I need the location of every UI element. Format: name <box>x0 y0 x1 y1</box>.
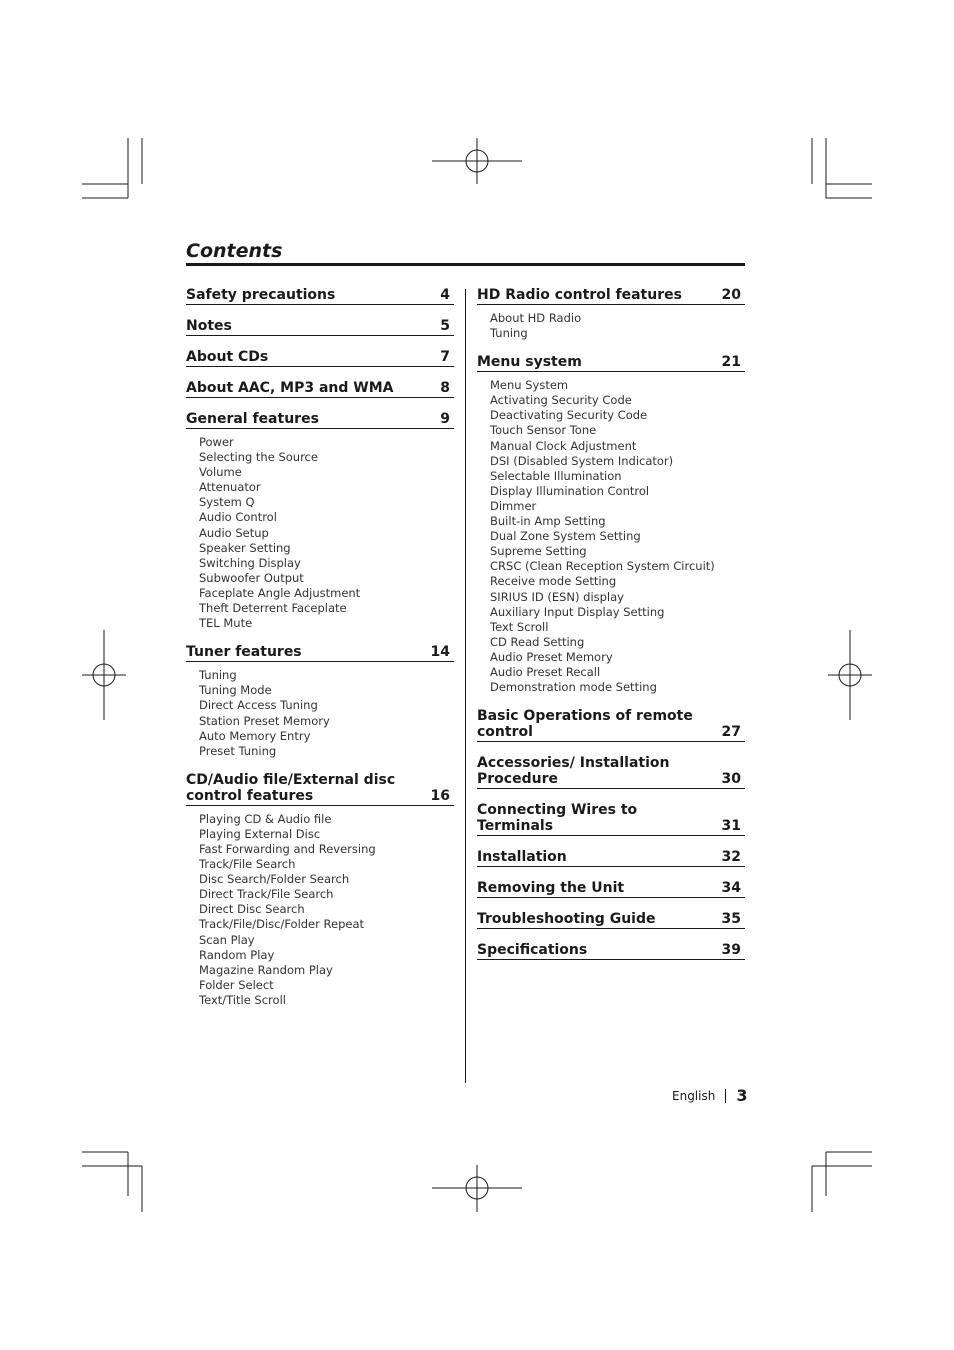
toc-subitem[interactable]: Demonstration mode Setting <box>490 680 657 695</box>
toc-subitem[interactable]: Text Scroll <box>490 619 549 634</box>
toc-section-page: 31 <box>721 818 741 835</box>
toc-section[interactable] <box>477 354 745 372</box>
toc-subitem[interactable]: Folder Select <box>199 977 274 992</box>
toc-section-page: 34 <box>721 880 741 897</box>
toc-section[interactable] <box>477 880 745 898</box>
toc-subitem[interactable]: Display Illumination Control <box>490 483 650 498</box>
toc-subitem[interactable]: Station Preset Memory <box>199 713 330 728</box>
toc-subitems <box>186 806 454 1008</box>
toc-subitem[interactable]: Direct Track/File Search <box>199 887 334 902</box>
toc-subitem[interactable]: About HD Radio <box>490 311 582 325</box>
toc-subitem[interactable]: Supreme Setting <box>490 544 587 559</box>
toc-subitem[interactable]: Magazine Random Play <box>199 962 333 977</box>
toc-subitems <box>186 429 454 631</box>
toc-section-title: Tuner features <box>186 644 302 661</box>
toc-section[interactable] <box>477 802 745 836</box>
toc-subitem[interactable]: TEL Mute <box>199 616 253 631</box>
page-title: Contents <box>186 240 745 266</box>
toc-section[interactable] <box>477 755 745 789</box>
toc-section-page: 27 <box>721 724 741 741</box>
toc-section[interactable] <box>477 849 745 867</box>
toc-subitem[interactable]: Power <box>199 435 234 449</box>
toc-section[interactable] <box>186 380 454 398</box>
toc-section-page: 21 <box>721 354 741 371</box>
toc-section-page: 16 <box>430 787 450 804</box>
toc-section[interactable] <box>186 287 454 305</box>
toc-subitem[interactable]: Selecting the Source <box>199 450 318 465</box>
toc-subitem[interactable]: Track/File Search <box>199 857 296 872</box>
toc-subitem[interactable]: Audio Preset Memory <box>490 649 613 664</box>
toc-subitem[interactable]: Volume <box>199 465 242 480</box>
toc-subitem[interactable]: Track/File/Disc/Folder Repeat <box>199 917 364 932</box>
toc-right-column <box>477 287 745 973</box>
toc-section-page: 4 <box>440 287 450 303</box>
column-divider <box>465 289 466 1083</box>
toc-subitem[interactable]: Tuning <box>490 326 528 341</box>
toc-subitem[interactable]: Direct Disc Search <box>199 902 305 917</box>
toc-section[interactable] <box>477 708 745 742</box>
toc-subitem[interactable]: Touch Sensor Tone <box>490 423 597 438</box>
toc-section-page: 7 <box>440 349 450 365</box>
toc-subitem[interactable]: Audio Control <box>199 510 277 525</box>
toc-subitem[interactable]: Preset Tuning <box>199 743 277 758</box>
toc-section-page: 8 <box>440 380 450 396</box>
toc-subitem[interactable]: Activating Security Code <box>490 393 632 408</box>
toc-subitem[interactable]: Auto Memory Entry <box>199 728 311 743</box>
toc-section-page: 39 <box>721 942 741 959</box>
toc-section-title: Connecting Wires to Terminals <box>477 802 638 835</box>
toc-subitem[interactable]: CD Read Setting <box>490 634 585 649</box>
toc-section-title: Removing the Unit <box>477 880 625 897</box>
toc-subitem[interactable]: Subwoofer Output <box>199 570 304 585</box>
toc-section[interactable] <box>186 411 454 429</box>
footer-separator <box>725 1089 726 1103</box>
toc-subitem[interactable]: CRSC (Clean Reception System Circuit) <box>490 559 715 574</box>
toc-section-title: Installation <box>477 849 567 866</box>
toc-section[interactable] <box>477 942 745 960</box>
toc-section[interactable] <box>186 318 454 336</box>
toc-section-title: Notes <box>186 318 232 334</box>
page-footer <box>672 1086 747 1105</box>
toc-subitem[interactable]: Deactivating Security Code <box>490 408 648 423</box>
toc-section-page: 9 <box>440 411 450 427</box>
toc-section-title: General features <box>186 411 319 427</box>
toc-section-title: CD/Audio file/External disc control features <box>186 771 396 804</box>
toc-section-title: Specifications <box>477 942 588 959</box>
toc-left-column <box>186 287 454 1021</box>
toc-section-page: 20 <box>721 287 741 303</box>
toc-subitems <box>186 662 454 759</box>
toc-subitem[interactable]: Receive mode Setting <box>490 574 617 589</box>
toc-section-page: 35 <box>721 911 741 928</box>
toc-section-title: Safety precautions <box>186 287 336 303</box>
toc-subitem[interactable]: Scan Play <box>199 932 255 947</box>
toc-subitem[interactable]: Direct Access Tuning <box>199 698 318 713</box>
toc-subitem[interactable]: Selectable Illumination <box>490 468 622 483</box>
toc-subitem[interactable]: Tuning Mode <box>199 683 272 698</box>
toc-subitem[interactable]: Auxiliary Input Display Setting <box>490 604 665 619</box>
toc-subitem[interactable]: Attenuator <box>199 480 261 495</box>
toc-section-page: 32 <box>721 849 741 866</box>
toc-section-title: Basic Operations of remote control <box>477 708 693 741</box>
toc-section-page: 5 <box>440 318 450 334</box>
toc-section-page: 30 <box>721 771 741 788</box>
toc-subitem[interactable]: Theft Deterrent Faceplate <box>199 601 347 616</box>
toc-section-page: 14 <box>430 644 450 661</box>
toc-subitem[interactable]: Speaker Setting <box>199 540 291 555</box>
toc-subitem[interactable]: Manual Clock Adjustment <box>490 438 637 453</box>
toc-section-title: About CDs <box>186 349 269 365</box>
toc-subitem[interactable]: Dimmer <box>490 498 537 513</box>
toc-subitems <box>477 372 745 695</box>
toc-section-title: Menu system <box>477 354 582 371</box>
toc-section[interactable] <box>477 911 745 929</box>
footer-language: English <box>672 1088 716 1103</box>
toc-section[interactable] <box>477 287 745 305</box>
toc-subitem[interactable]: Audio Setup <box>199 525 269 540</box>
toc-subitems <box>477 305 745 341</box>
toc-subitem[interactable]: Audio Preset Recall <box>490 664 601 679</box>
toc-section-title: HD Radio control features <box>477 287 682 303</box>
footer-page-number: 3 <box>736 1086 748 1105</box>
toc-subitem[interactable]: Faceplate Angle Adjustment <box>199 585 361 600</box>
toc-subitem[interactable]: Random Play <box>199 947 275 962</box>
toc-subitem[interactable]: Built-in Amp Setting <box>490 514 606 529</box>
toc-section[interactable] <box>186 349 454 367</box>
toc-section-title: Accessories/ Installation Procedure <box>477 755 670 788</box>
toc-subitem[interactable]: Playing External Disc <box>199 826 321 841</box>
toc-subitem[interactable]: Disc Search/Folder Search <box>199 872 350 887</box>
toc-subitem[interactable]: Menu System <box>490 378 569 393</box>
toc-section[interactable] <box>186 644 454 662</box>
toc-subitem[interactable]: Dual Zone System Setting <box>490 529 641 544</box>
toc-subitem[interactable]: System Q <box>199 495 255 510</box>
toc-subitem[interactable]: Tuning <box>199 668 237 683</box>
toc-subitem[interactable]: DSI (Disabled System Indicator) <box>490 453 674 468</box>
toc-subitem[interactable]: Fast Forwarding and Reversing <box>199 841 376 856</box>
toc-subitem[interactable]: Text/Title Scroll <box>199 992 286 1007</box>
toc-section[interactable] <box>186 772 454 806</box>
toc-section-title: Troubleshooting Guide <box>477 911 656 928</box>
toc-subitem[interactable]: Playing CD & Audio file <box>199 811 332 826</box>
toc-section-title: About AAC, MP3 and WMA <box>186 380 394 396</box>
toc-subitem[interactable]: SIRIUS ID (ESN) display <box>490 589 624 604</box>
toc-subitem[interactable]: Switching Display <box>199 555 301 570</box>
